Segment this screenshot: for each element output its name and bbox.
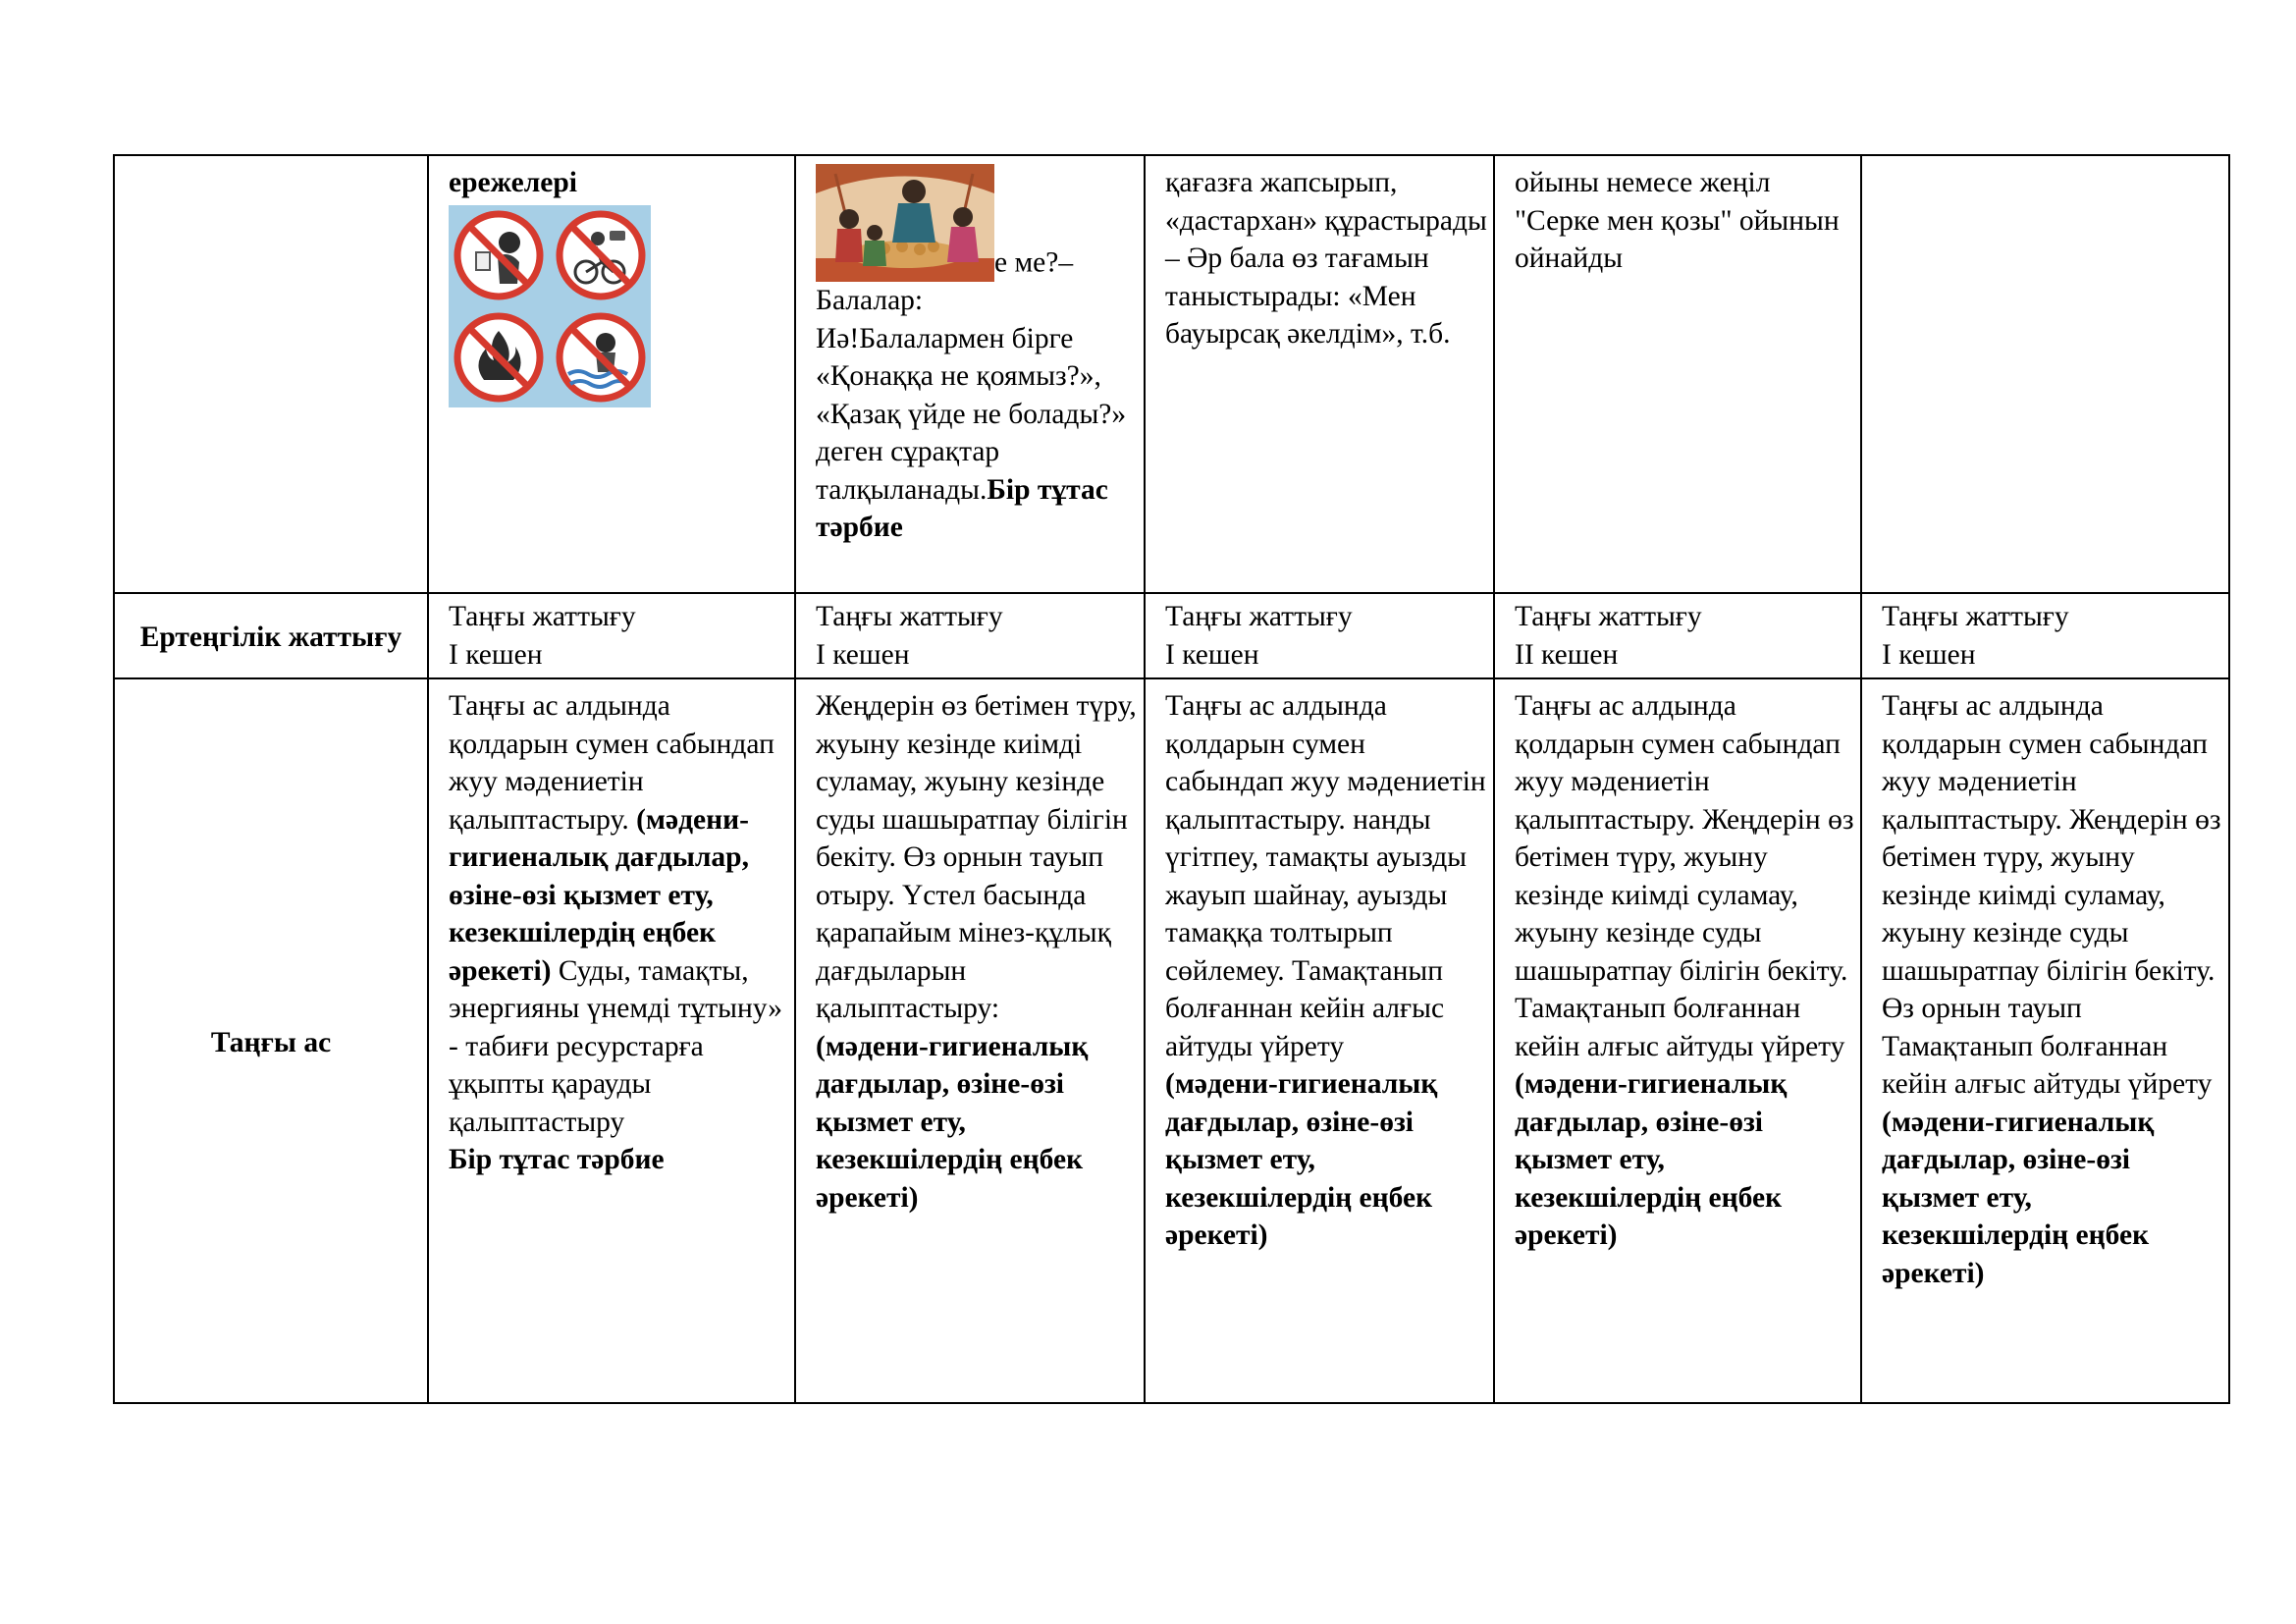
cell-text: Таңғы ас алдында қолдарын сумен сабындап жуу мәдениетін қалыптастыру. Жеңдерін өз бетімен түру, жуыну кезінде киімді суламау, жуыну кезінде суды шашыратпау білігін бекіту. Тамақтанып болғаннан кейін алғыс айтуды үйрету (1515, 690, 1854, 1062)
cell-text: Таңғы ас алдында қолдарын сумен сабындап жуу мәдениетін қалыптастыру. Жеңдерін өз бетімен түру, жуыну кезінде киімді суламау, жуыну кезінде суды шашыратпау білігін бекіту. Өз орнын тауып Тамақтанып болғаннан кейін алғыс айтуды үйрету (1882, 690, 2221, 1100)
cell-bold-text: (мәдени-гигиеналық дағдылар, өзіне-өзі қызмет ету, кезекшілердің еңбек әрекеті) (1882, 1106, 2155, 1289)
cell (428, 155, 795, 593)
cell-bold-text: (мәдени-гигиеналық дағдылар, өзіне-өзі қызмет ету, кезекшілердің еңбек әрекеті) (816, 1030, 1089, 1214)
cell-text: Жеңдерін өз бетімен түру, жуыну кезінде киімді суламау, жуыну кезінде суды шашыратпау білігін бекіту. Өз орнын тауып отыру. Үстел басында қарапайым мінез-құлық дағдыларын қалыптастыру: (816, 690, 1137, 1024)
cell (795, 593, 1145, 678)
cell (1861, 678, 2229, 1403)
cell-text: ІІ кешен (1515, 638, 1619, 671)
cell (1861, 593, 2229, 678)
safety-rules-sign-icons (449, 205, 651, 407)
cell-bold-text: (мәдени-гигиеналық дағдылар, өзіне-өзі қызмет ету, кезекшілердің еңбек әрекеті) (1165, 1068, 1438, 1251)
row-label: Таңғы ас (114, 678, 428, 1403)
cell (428, 593, 795, 678)
table-row (114, 593, 2229, 678)
cell-text: Таңғы жаттығу (449, 601, 636, 632)
cell-text: Таңғы жаттығу (1882, 601, 2069, 632)
kazakh-yurt-family-illustration (816, 164, 994, 282)
row-label (114, 155, 428, 593)
cell-bold-text: (мәдени-гигиеналық дағдылар, өзіне-өзі қызмет ету, кезекшілердің еңбек әрекеті) (1515, 1068, 1788, 1251)
cell (1145, 155, 1494, 593)
cell-text: Таңғы ас алдында қолдарын сумен сабындап жуу мәдениетін қалыптастыру. нанды үгітпеу, тамақты ауызды жауып шайнау, ауызды тамаққа толтырып сөйлемеу. Тамақтанып болғаннан кейін алғыс айтуды үйрету (1165, 690, 1486, 1062)
cell (1145, 593, 1494, 678)
table-row (114, 678, 2229, 1403)
cell (1494, 155, 1861, 593)
cell-text: І кешен (1165, 638, 1259, 671)
cell-text: І кешен (449, 638, 543, 671)
cell-bold-text: Бір тұтас тәрбие (449, 1144, 665, 1175)
cell-text: І кешен (1882, 638, 1976, 671)
cell-text: Таңғы жаттығу (816, 601, 1003, 632)
cell-text: Суды, тамақты, энергияны үнемді тұтыну» - табиғи ресурстарға ұқыпты қарауды қалыптастыру (449, 954, 782, 1138)
table-row (114, 155, 2229, 593)
cell-text: Таңғы жаттығу (1515, 601, 1702, 632)
cell-text: е ме?– (994, 246, 1074, 279)
cell-text: Балалар: (816, 285, 924, 316)
cell (428, 678, 795, 1403)
cell-text: Таңғы ас алдында қолдарын сумен сабындап жуу мәдениетін қалыптастыру. (449, 690, 774, 836)
schedule-table (113, 154, 2230, 1404)
cell (1145, 678, 1494, 1403)
cell-text: Иә!Балалармен бірге «Қонаққа не қоямыз?», «Қазақ үйде не болады?» деген сұрақтар талқыланады. (816, 322, 1127, 506)
cell-text: Таңғы жаттығу (1165, 601, 1353, 632)
cell (1494, 593, 1861, 678)
cell-bold-text: (мәдени-гигиеналық дағдылар, өзіне-өзі қызмет ету, кезекшілердің еңбек әрекеті) (449, 803, 749, 987)
row-label: Ертеңгілік жаттығу (114, 593, 428, 678)
cell-heading: ережелері (449, 167, 577, 198)
cell-bold-text: Бір тұтас тәрбие (816, 473, 1108, 543)
cell (1861, 155, 2229, 593)
cell-text: І кешен (816, 638, 910, 671)
cell (795, 678, 1145, 1403)
cell (1494, 678, 1861, 1403)
cell-text: ойыны немесе жеңіл "Серке мен қозы" ойынын ойнайды (1515, 167, 1840, 274)
cell-text: қағазға жапсырып, «дастархан» құрастырады – Әр бала өз тағамын таныстырады: «Мен бауырсақ әкелдім», т.б. (1165, 167, 1487, 350)
cell (795, 155, 1145, 593)
